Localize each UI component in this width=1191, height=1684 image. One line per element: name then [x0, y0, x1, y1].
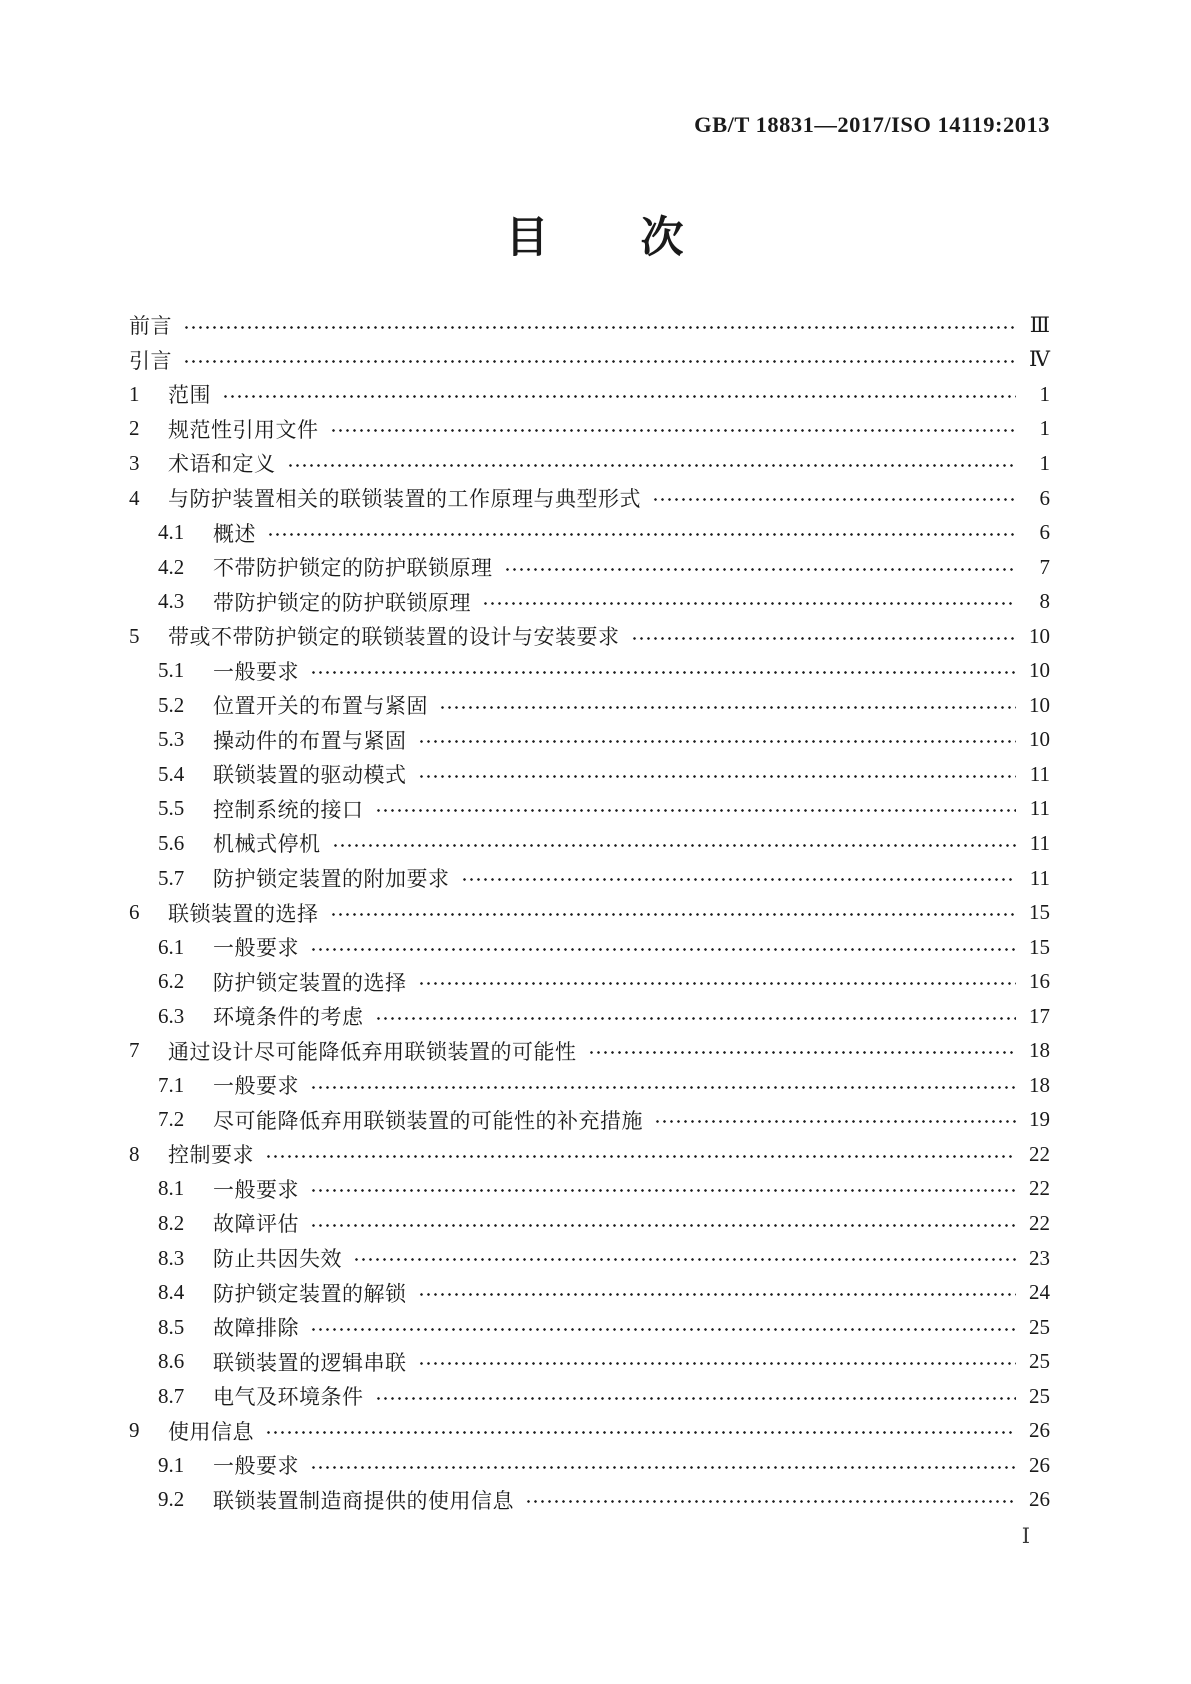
toc-entry-number: 3 [129, 450, 140, 475]
dot-leader [183, 343, 1016, 378]
toc-entry [129, 481, 1050, 516]
dot-leader [504, 550, 1017, 585]
dot-leader [310, 653, 1016, 688]
dot-leader [418, 1275, 1017, 1310]
toc-entry [129, 619, 1050, 654]
toc-entry-page: 23 [1029, 1245, 1050, 1270]
toc-entry-number: 5.3 [158, 727, 185, 752]
toc-entry-page: 16 [1029, 969, 1050, 994]
toc-entry-number: 6.2 [158, 969, 185, 994]
toc-entry-title: 机械式停机 [213, 832, 321, 857]
toc-entry-page: 25 [1029, 1383, 1050, 1408]
dot-leader [265, 1137, 1016, 1172]
toc-entry-page: 11 [1029, 796, 1050, 821]
toc-entry-number: 8.4 [158, 1280, 185, 1305]
toc-entry-page: 26 [1029, 1487, 1050, 1512]
toc-entry [129, 1414, 1050, 1449]
toc-entry-number: 9 [129, 1418, 140, 1443]
toc-entry-title: 联锁装置的逻辑串联 [213, 1350, 407, 1375]
toc-entry-page: 10 [1029, 727, 1050, 752]
toc-entry [129, 1068, 1050, 1103]
toc-list [129, 308, 1050, 1517]
toc-entry-page: 1 [1039, 450, 1050, 475]
toc-entry-page: 25 [1029, 1349, 1050, 1374]
toc-entry [129, 1344, 1050, 1379]
toc-entry-number: 8.3 [158, 1245, 185, 1270]
dot-leader [330, 895, 1017, 930]
toc-entry-page: 26 [1029, 1418, 1050, 1443]
toc-entry-page: 18 [1029, 1038, 1050, 1063]
toc-entry [129, 688, 1050, 723]
dot-leader [310, 930, 1016, 965]
toc-entry [129, 515, 1050, 550]
dot-leader [332, 826, 1017, 861]
toc-entry-title: 术语和定义 [168, 452, 276, 477]
toc-entry-title: 前言 [129, 314, 172, 339]
toc-entry-number: 8.5 [158, 1314, 185, 1339]
toc-entry [129, 930, 1050, 965]
toc-entry [129, 550, 1050, 585]
dot-leader [353, 1241, 1016, 1276]
toc-entry-number: 4 [129, 485, 140, 510]
dot-leader [418, 964, 1017, 999]
toc-entry-page: 26 [1029, 1452, 1050, 1477]
toc-entry [129, 343, 1050, 378]
toc-entry-number: 5.1 [158, 658, 185, 683]
toc-entry-title: 防止共因失效 [213, 1247, 342, 1272]
toc-entry [129, 1206, 1050, 1241]
toc-entry-title: 操动件的布置与紧固 [213, 728, 407, 753]
page-title: 目 次 [505, 215, 686, 262]
toc-entry-page: 17 [1029, 1003, 1050, 1028]
toc-entry-title: 联锁装置的选择 [168, 901, 319, 926]
toc-entry-page: 1 [1039, 381, 1050, 406]
toc-entry-page: 15 [1029, 900, 1050, 925]
dot-leader [310, 1448, 1016, 1483]
standard-number: GB/T 18831—2017/ISO 14119:2013 [694, 112, 1050, 137]
toc-entry-page: 22 [1029, 1176, 1050, 1201]
toc-entry-number: 6 [129, 900, 140, 925]
dot-leader [310, 1068, 1016, 1103]
toc-entry-number: 7.1 [158, 1072, 185, 1097]
toc-entry [129, 377, 1050, 412]
dot-leader [310, 1206, 1016, 1241]
toc-entry-title: 控制系统的接口 [213, 797, 364, 822]
toc-entry-number: 4.3 [158, 589, 185, 614]
toc-entry-title: 一般要求 [213, 1074, 299, 1099]
toc-entry-number: 6.3 [158, 1003, 185, 1028]
toc-entry-title: 范围 [168, 383, 211, 408]
footer-page-number: Ⅰ [1021, 1524, 1030, 1548]
toc-entry-page: 15 [1029, 934, 1050, 959]
toc-entry-number: 8.1 [158, 1176, 185, 1201]
toc-entry [129, 1310, 1050, 1345]
toc-entry [129, 446, 1050, 481]
dot-leader [375, 999, 1017, 1034]
toc-entry-title: 联锁装置的驱动模式 [213, 763, 407, 788]
toc-entry [129, 412, 1050, 447]
dot-leader [265, 1414, 1016, 1449]
toc-entry-title: 一般要求 [213, 1454, 299, 1479]
toc-entry-title: 带防护锁定的防护联锁原理 [213, 590, 471, 615]
toc-entry-title: 尽可能降低弃用联锁装置的可能性的补充措施 [213, 1108, 643, 1133]
toc-entry-title: 防护锁定装置的附加要求 [213, 867, 450, 892]
toc-entry-page: 11 [1029, 761, 1050, 786]
toc-entry-number: 5.7 [158, 865, 185, 890]
toc-entry [129, 1483, 1050, 1518]
toc-entry-page: 10 [1029, 658, 1050, 683]
toc-entry-number: 4.1 [158, 520, 185, 545]
toc-entry-number: 8.6 [158, 1349, 185, 1374]
dot-leader [330, 412, 1017, 447]
toc-entry-title: 防护锁定装置的解锁 [213, 1281, 407, 1306]
toc-entry-number: 5 [129, 623, 140, 648]
toc-entry-page: Ⅲ [1029, 312, 1050, 337]
toc-entry-number: 8 [129, 1141, 140, 1166]
toc-entry-number: 8.7 [158, 1383, 185, 1408]
toc-entry-page: 22 [1029, 1141, 1050, 1166]
toc-entry-title: 电气及环境条件 [213, 1385, 364, 1410]
toc-entry [129, 1137, 1050, 1172]
toc-entry-page: 24 [1029, 1280, 1050, 1305]
toc-entry-page: Ⅳ [1029, 347, 1050, 372]
dot-leader [183, 308, 1016, 343]
toc-entry-page: 18 [1029, 1072, 1050, 1097]
dot-leader [439, 688, 1016, 723]
dot-leader [222, 377, 1016, 412]
toc-entry [129, 1103, 1050, 1138]
toc-entry-title: 联锁装置制造商提供的使用信息 [213, 1488, 514, 1513]
toc-entry-title: 控制要求 [168, 1143, 254, 1168]
dot-leader [461, 861, 1017, 896]
toc-entry-title: 规范性引用文件 [168, 417, 319, 442]
toc-entry-title: 引言 [129, 348, 172, 373]
toc-entry [129, 757, 1050, 792]
toc-entry-title: 一般要求 [213, 659, 299, 684]
toc-entry-number: 5.6 [158, 830, 185, 855]
dot-leader [267, 515, 1016, 550]
dot-leader [482, 584, 1016, 619]
toc-entry [129, 964, 1050, 999]
toc-entry-title: 位置开关的布置与紧固 [213, 694, 428, 719]
toc-entry-title: 带或不带防护锁定的联锁装置的设计与安装要求 [168, 625, 620, 650]
toc-entry-number: 5.2 [158, 692, 185, 717]
toc-entry [129, 1172, 1050, 1207]
toc-entry [129, 826, 1050, 861]
toc-entry [129, 792, 1050, 827]
toc-entry-page: 7 [1039, 554, 1050, 579]
toc-entry [129, 1275, 1050, 1310]
dot-leader [418, 757, 1017, 792]
toc-entry [129, 1033, 1050, 1068]
toc-entry-title: 一般要求 [213, 1177, 299, 1202]
dot-leader [652, 481, 1016, 516]
toc-entry [129, 999, 1050, 1034]
dot-leader [631, 619, 1017, 654]
toc-entry-title: 使用信息 [168, 1419, 254, 1444]
toc-entry-number: 9.1 [158, 1452, 185, 1477]
dot-leader [418, 1344, 1017, 1379]
toc-entry-number: 8.2 [158, 1210, 185, 1235]
toc-entry-number: 5.5 [158, 796, 185, 821]
dot-leader [287, 446, 1017, 481]
toc-entry-page: 10 [1029, 623, 1050, 648]
toc-entry-page: 25 [1029, 1314, 1050, 1339]
toc-entry-number: 4.2 [158, 554, 185, 579]
toc-entry-title: 概述 [213, 521, 256, 546]
toc-entry-page: 8 [1039, 589, 1050, 614]
dot-leader [375, 792, 1017, 827]
toc-entry-title: 故障评估 [213, 1212, 299, 1237]
toc-entry [129, 723, 1050, 758]
toc-entry-number: 9.2 [158, 1487, 185, 1512]
toc-entry [129, 895, 1050, 930]
toc-entry-title: 故障排除 [213, 1316, 299, 1341]
toc-entry-number: 1 [129, 381, 140, 406]
toc-entry [129, 1241, 1050, 1276]
toc-entry [129, 1448, 1050, 1483]
toc-entry-number: 7.2 [158, 1107, 185, 1132]
toc-entry-page: 6 [1039, 520, 1050, 545]
toc-entry-page: 11 [1029, 830, 1050, 855]
toc-entry [129, 308, 1050, 343]
toc-entry-title: 防护锁定装置的选择 [213, 970, 407, 995]
toc-entry-title: 一般要求 [213, 936, 299, 961]
toc-entry-number: 2 [129, 416, 140, 441]
toc-entry [129, 653, 1050, 688]
toc-entry-page: 1 [1039, 416, 1050, 441]
toc-entry-title: 与防护装置相关的联锁装置的工作原理与典型形式 [168, 487, 641, 511]
toc-entry-number: 6.1 [158, 934, 185, 959]
toc-entry-title: 通过设计尽可能降低弃用联锁装置的可能性 [168, 1039, 577, 1064]
toc-entry-title: 环境条件的考虑 [213, 1005, 364, 1030]
toc-entry-title: 不带防护锁定的防护联锁原理 [213, 556, 493, 581]
toc-entry [129, 861, 1050, 896]
dot-leader [525, 1483, 1016, 1518]
dot-leader [588, 1033, 1017, 1068]
toc-entry [129, 584, 1050, 619]
toc-entry-number: 5.4 [158, 761, 185, 786]
toc-entry-page: 10 [1029, 692, 1050, 717]
dot-leader [310, 1310, 1016, 1345]
dot-leader [654, 1103, 1016, 1138]
toc-entry-number: 7 [129, 1038, 140, 1063]
dot-leader [418, 723, 1017, 758]
toc-entry [129, 1379, 1050, 1414]
toc-entry-page: 6 [1039, 485, 1050, 510]
toc-entry-page: 19 [1029, 1107, 1050, 1132]
dot-leader [375, 1379, 1017, 1414]
toc-entry-page: 22 [1029, 1210, 1050, 1235]
toc-entry-page: 11 [1029, 865, 1050, 890]
dot-leader [310, 1172, 1016, 1207]
